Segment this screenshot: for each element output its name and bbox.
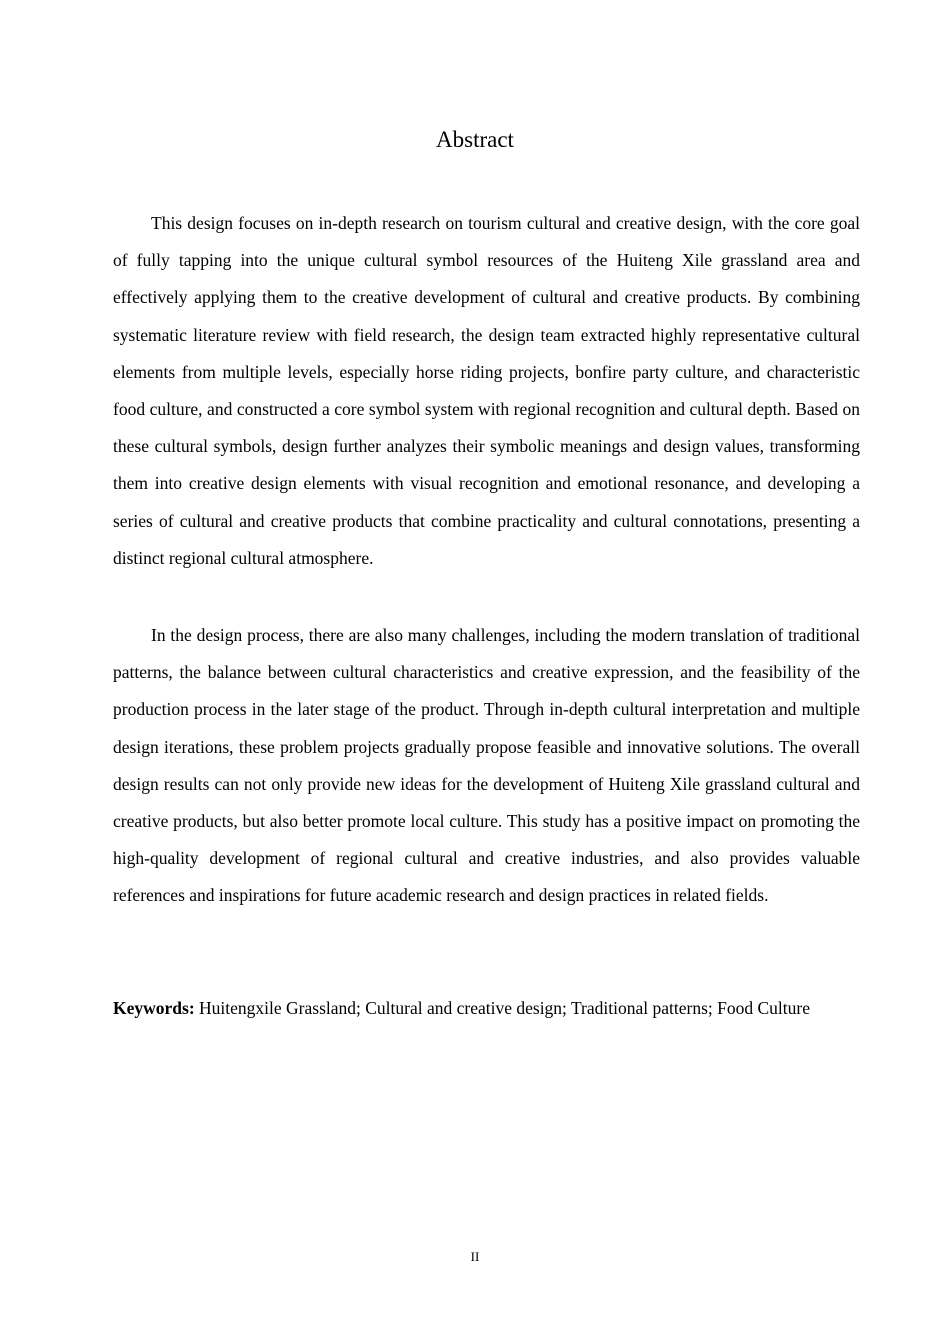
page-number: II xyxy=(470,1249,480,1264)
page-title: Abstract xyxy=(436,127,514,152)
keywords-line xyxy=(113,991,860,1026)
abstract-body-2 xyxy=(113,617,860,915)
abstract-body-1 xyxy=(113,205,860,577)
keywords-text: Huitengxile Grassland; Cultural and creative design; Traditional patterns; Food Culture xyxy=(199,998,810,1018)
abstract-paragraph-2: In the design process, there are also many challenges, including the modern translation of traditional patterns, the balance between cultural characteristics and creative expression, and the feasibility of the production process in the later stage of the product. Through in-depth cultural interpretation and multiple design iterations, these problem projects gradually propose feasible and innovative solutions. The overall design results can not only provide new ideas for the development of Huiteng Xile grassland cultural and creative products, but also better promote local culture. This study has a positive impact on promoting the high-quality development of regional cultural and creative industries, and also provides valuable references and inspirations for future academic research and design practices in related fields. xyxy=(113,625,860,906)
keywords-label: Keywords: xyxy=(113,998,195,1018)
abstract-paragraph-1: This design focuses on in-depth research on tourism cultural and creative design, with the core goal of fully tapping into the unique cultural symbol resources of the Huiteng Xile grassland area and effectively applying them to the creative development of cultural and creative products. By combining systematic literature review with field research, the design team extracted highly representative cultural elements from multiple levels, especially horse riding projects, bonfire party culture, and characteristic food culture, and constructed a core symbol system with regional recognition and cultural depth. Based on these cultural symbols, design further analyzes their symbolic meanings and design values, transforming them into creative design elements with visual recognition and emotional resonance, and developing a series of cultural and creative products that combine practicality and cultural connotations, presenting a distinct regional cultural atmosphere. xyxy=(113,213,860,568)
